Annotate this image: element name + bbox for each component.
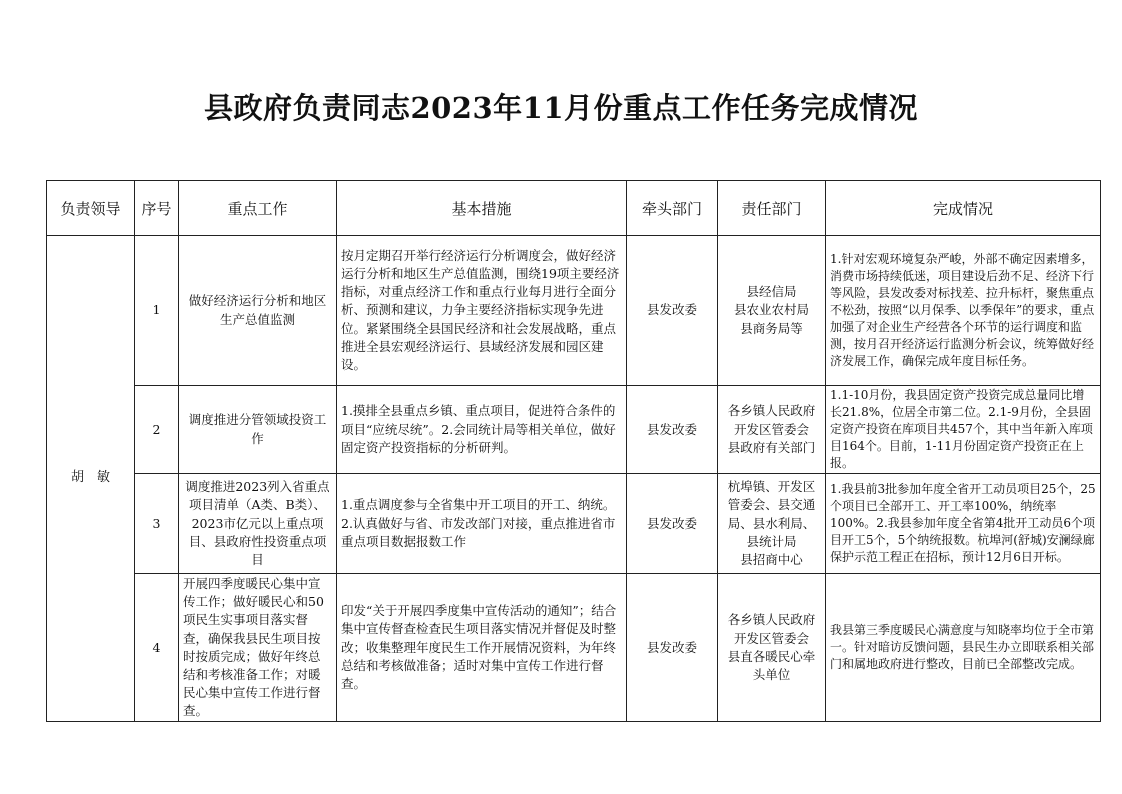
resp-dept-line: 县直各暖民心牵头单位: [727, 648, 816, 682]
leader-cell: 胡 敏: [47, 236, 135, 722]
row-task: 开展四季度暖民心集中宣传工作；做好暖民心和50项民生实事项目落实督查，确保我县民生项目按时按质完成；做好年终总结和考核准备工作；对暖民心集中宣传工作进行督查。: [179, 574, 337, 722]
resp-dept-line: 开发区管委会: [733, 630, 809, 646]
row-status: 我县第三季度暖民心满意度与知晓率均位于全市第一。针对暗访反馈问题，县民生办立即联系相关部门和属地政府进行整改，目前已全部整改完成。: [826, 574, 1101, 722]
resp-dept-line: 县商务局等: [740, 320, 803, 336]
header-no: 序号: [135, 181, 179, 236]
resp-dept-line: 各乡镇人民政府: [727, 612, 816, 628]
row-task: 做好经济运行分析和地区生产总值监测: [179, 236, 337, 386]
row-measures: 按月定期召开举行经济运行分析调度会，做好经济运行分析和地区生产总值监测，围绕19项主要经济指标，对重点经济工作和重点行业每月进行全面分析、预测和建议，力争主要经济指标实现争先进位。紧紧围绕全县国民经济和社会发展战略，重点推进全县宏观经济运行、县域经济发展和园区建设。: [337, 236, 627, 386]
resp-dept-line: 县招商中心: [740, 551, 803, 567]
row-lead-dept: 县发改委: [627, 574, 718, 722]
row-status: 1.我县前3批参加年度全省开工动员项目25个，25个项目已全部开工、开工率100%，纳统率100%。2.我县参加年度全省第4批开工动员6个项目开工5个，5个纳统报数。杭埠河(舒城)安澜绿廊保护示范工程正在招标，预计12月6日开标。: [826, 474, 1101, 574]
header-status: 完成情况: [826, 181, 1101, 236]
row-resp-dept: [718, 386, 826, 474]
table-row: [47, 386, 1101, 474]
resp-dept-line: 杭埠镇、开发区管委会、县交通局、县水利局、县统计局: [727, 479, 816, 549]
task-table: [46, 180, 1101, 722]
resp-dept-line: 县经信局: [746, 284, 797, 300]
resp-dept-line: 各乡镇人民政府: [727, 403, 816, 419]
row-no: 1: [135, 236, 179, 386]
row-status: 1.1-10月份，我县固定资产投资完成总量同比增长21.8%，位居全市第二位。2.1-9月份，全县固定资产投资在库项目共457个，其中当年新入库项目164个。目前，1-11月份固定资产投资正在上报。: [826, 386, 1101, 474]
header-leader: 负责领导: [47, 181, 135, 236]
page-title: 县政府负责同志2023年11月份重点工作任务完成情况: [203, 91, 919, 125]
header-row: [47, 181, 1101, 236]
resp-dept-line: 县政府有关部门: [727, 439, 816, 455]
header-task: 重点工作: [179, 181, 337, 236]
row-resp-dept: [718, 236, 826, 386]
row-measures: 印发“关于开展四季度集中宣传活动的通知”；结合集中宣传督查检查民生项目落实情况并督促及时整改；收集整理年度民生工作开展情况资料，为年终总结和考核做准备；适时对集中宣传工作进行督查。: [337, 574, 627, 722]
row-resp-dept: [718, 474, 826, 574]
row-status: 1.针对宏观环境复杂严峻，外部不确定因素增多，消费市场持续低迷，项目建设后劲不足、经济下行等风险，县发改委对标找差、拉升标杆，聚焦重点不松劲，按照“以月保季、以季保年”的要求，重点加强了对企业生产经营各个环节的运行调度和监测，按月召开经济运行监测分析会议，统筹做好经济发展工作，确保完成年度目标任务。: [826, 236, 1101, 386]
table-row: [47, 236, 1101, 386]
row-resp-dept: [718, 574, 826, 722]
resp-dept-line: 县农业农村局: [733, 302, 809, 318]
row-no: 2: [135, 386, 179, 474]
row-no: 3: [135, 474, 179, 574]
header-resp-dept: 责任部门: [718, 181, 826, 236]
resp-dept-line: 开发区管委会: [733, 421, 809, 437]
row-task: 调度推进分管领域投资工作: [179, 386, 337, 474]
header-measures: 基本措施: [337, 181, 627, 236]
row-no: 4: [135, 574, 179, 722]
table-row: [47, 474, 1101, 574]
table-row: [47, 574, 1101, 722]
row-lead-dept: 县发改委: [627, 386, 718, 474]
row-measures: 1.重点调度参与全省集中开工项目的开工、纳统。2.认真做好与省、市发改部门对接，重点推进省市重点项目数据报数工作: [337, 474, 627, 574]
row-lead-dept: 县发改委: [627, 236, 718, 386]
row-measures: 1.摸排全县重点乡镇、重点项目，促进符合条件的项目“应统尽统”。2.会同统计局等相关单位，做好固定资产投资指标的分析研判。: [337, 386, 627, 474]
row-task: 调度推进2023列入省重点项目清单（A类、B类）、2023市亿元以上重点项目、县政府性投资重点项目: [179, 474, 337, 574]
header-lead-dept: 牵头部门: [627, 181, 718, 236]
row-lead-dept: 县发改委: [627, 474, 718, 574]
